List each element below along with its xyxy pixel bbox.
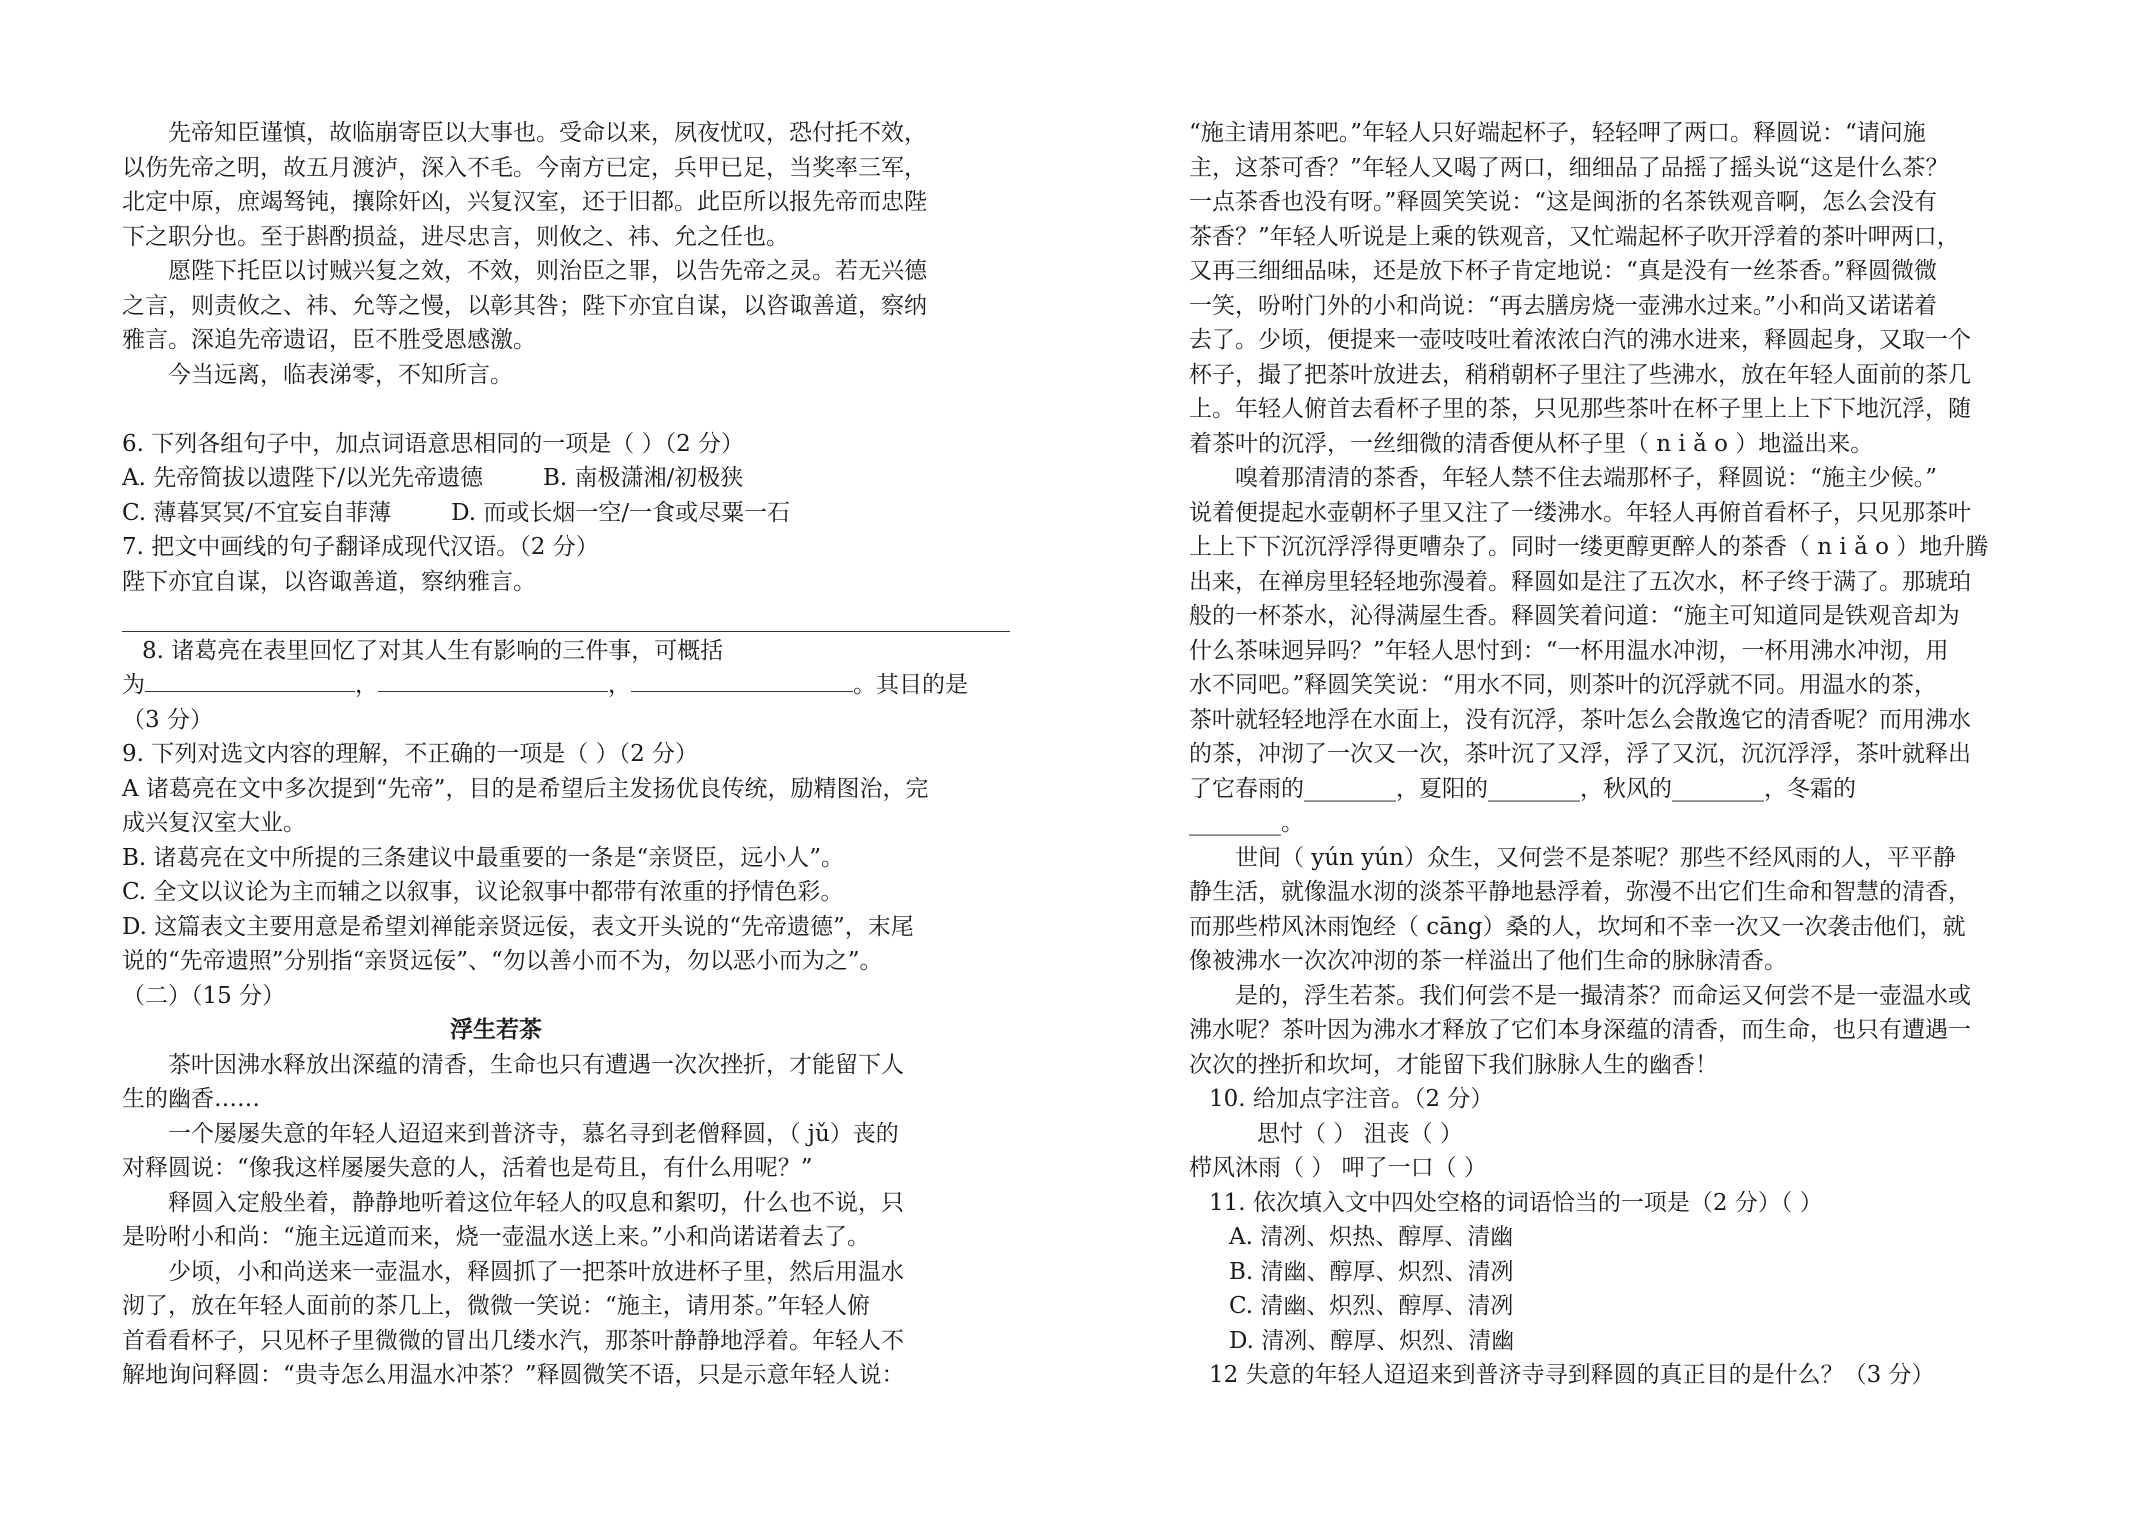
story-title: 浮生若茶 [450, 1016, 542, 1043]
story-line: 茶叶因沸水释放出深蕴的清香，生命也只有遭遇一次次挫折，才能留下人 [168, 1051, 904, 1078]
q8-prefix: 为 [122, 672, 145, 698]
question-9-option-a: A 诸葛亮在文中多次提到“先帝”，目的是希望后主发扬优良传统，励精图治，完 [122, 775, 929, 802]
spacer [122, 392, 1010, 427]
question-8: 8. 诸葛亮在表里回忆了对其人生有影响的三件事，可概括 [142, 637, 724, 664]
story-line: 说着便提起水壶朝杯子里又注了一缕沸水。年轻人再俯首看杯子，只见那茶叶 [1189, 499, 1971, 526]
passage-line: 先帝知臣谨慎，故临崩寄臣以大事也。受命以来，夙夜忧叹，恐付托不效， [168, 120, 927, 146]
story-line: 着茶叶的沉浮，一丝细微的清香便从杯子里（ n i ǎ o ）地溢出来。 [1189, 430, 1874, 457]
question-12: 12 失意的年轻人迢迢来到普济寺寻到释圆的真正目的是什么？（3 分） [1209, 1362, 1935, 1388]
story-line: 茶叶就轻轻地浮在水面上，没有沉浮，茶叶怎么会散逸它的清香呢？而用沸水 [1189, 706, 1971, 733]
question-9-option-a: 成兴复汉室大业。 [122, 810, 306, 836]
story-line: 对释圆说：“像我这样屡屡失意的人，活着也是苟且，有什么用呢？” [122, 1155, 813, 1181]
question-11-option-d: D. 清冽、醇厚、炽烈、清幽 [1229, 1327, 1515, 1354]
question-6-options-ab [122, 461, 1010, 496]
story-line: 沸水呢？茶叶因为沸水才释放了它们本身深蕴的清香，而生命，也只有遭遇一 [1189, 1017, 1971, 1043]
passage-line: 雅言。深追先帝遗诏，臣不胜受恩感激。 [122, 327, 536, 353]
passage-line: 以伤先帝之明，故五月渡泸，深入不毛。今南方已定，兵甲已足，当奖率三军， [122, 154, 927, 181]
story-line: 而那些栉风沐雨饱经（ cāng）桑的人，坎坷和不幸一次又一次袭击他们，就 [1189, 913, 1966, 940]
story-line: 世间（ yún yún）众生，又何尝不是茶呢？那些不经风雨的人，平平静 [1235, 844, 1956, 871]
passage-line: 今当远离，临表涕零，不知所言。 [168, 361, 513, 388]
story-line: 水不同吧。”释圆笑笑说：“用水不同，则茶叶的沉浮就不同。用温水的茶， [1189, 672, 1938, 698]
answer-blank[interactable] [145, 669, 355, 692]
question-9-option-d: D. 这篇表文主要用意是希望刘禅能亲贤远佞，表文开头说的“先帝遗德”，末尾 [122, 913, 914, 940]
option-a: A. 先帝简拔以遗陛下/以光先帝遗德 [122, 465, 483, 491]
story-line: 首看看杯子，只见杯子里微微的冒出几缕水汽，那茶叶静静地浮着。年轻人不 [122, 1327, 904, 1354]
q8-suffix: 。其目的是 [853, 672, 968, 698]
question-8-score: （3 分） [122, 706, 213, 733]
passage-line: 之言，则责攸之、祎、允等之慢，以彰其咎；陛下亦宜自谋，以咨诹善道，察纳 [122, 292, 927, 319]
question-9-option-c: C. 全文以议论为主而辅之以叙事，议论叙事中都带有浓重的抒情色彩。 [122, 879, 844, 905]
option-c: C. 薄暮冥冥/不宜妄自菲薄 [122, 499, 392, 526]
story-line: 的茶，冲沏了一次又一次，茶叶沉了又浮，浮了又沉，沉沉浮浮，茶叶就释出 [1189, 741, 1971, 767]
answer-line[interactable] [122, 599, 1010, 634]
story-line: 静生活，就像温水沏的淡茶平静地悬浮着，弥漫不出它们生命和智慧的清香， [1189, 879, 1971, 905]
question-9-option-d: 说的“先帝遗照”分别指“亲贤远佞”、“勿以善小而不为，勿以恶小而为之”。 [122, 948, 883, 974]
story-line: 主，这茶可香？”年轻人又喝了两口，细细品了品摇了摇头说“这是什么茶？ [1189, 154, 1949, 181]
story-line: 次次的挫折和坎坷，才能留下我们脉脉人生的幽香！ [1189, 1051, 1718, 1078]
story-line: 生的幽香…… [122, 1086, 260, 1112]
story-line: 释圆入定般坐着，静静地听着这位年轻人的叹息和絮叨，什么也不说，只 [168, 1189, 904, 1216]
question-6: 6. 下列各组句子中，加点词语意思相同的一项是（ ）（2 分） [122, 430, 745, 457]
answer-blank[interactable] [631, 669, 853, 692]
story-line: 是的，浮生若茶。我们何尝不是一撮清茶？而命运又何尝不是一壶温水或 [1235, 982, 1971, 1009]
story-line: 解地询问释圆：“贵寺怎么用温水冲茶？”释圆微笑不语，只是示意年轻人说： [122, 1362, 905, 1388]
option-b: B. 南极潇湘/初极狭 [542, 465, 744, 491]
passage-line: 下之职分也。至于斟酌损益，进尽忠言，则攸之、祎、允之任也。 [122, 223, 789, 250]
question-7-sentence: 陛下亦宜自谋，以咨诹善道，察纳雅言。 [122, 568, 536, 595]
option-d: D. 而或长烟一空/一食或尽粟一石 [451, 499, 791, 526]
story-line: 茶香？”年轻人听说是上乘的铁观音，又忙端起杯子吹开浮着的茶叶呷两口， [1189, 223, 1960, 250]
story-line: 杯子，撮了把茶叶放进去，稍稍朝杯子里注了些沸水，放在年轻人面前的茶几 [1189, 361, 1971, 388]
question-9-option-b: B. 诸葛亮在文中所提的三条建议中最重要的一条是“亲贤臣，远小人”。 [122, 844, 845, 871]
right-column [1189, 116, 2069, 1393]
story-line: 一笑，吩咐门外的小和尚说：“再去膳房烧一壶沸水过来。”小和尚又诺诺着 [1189, 292, 1938, 319]
question-11-option-b: B. 清幽、醇厚、炽烈、清冽 [1229, 1258, 1514, 1285]
story-line-blanks[interactable]: 了它春雨的________，夏阳的________，秋风的________，冬霜的 [1189, 775, 1856, 802]
passage-line: 北定中原，庶竭驽钝，攘除奸凶，兴复汉室，还于旧都。此臣所以报先帝而忠陛 [122, 189, 927, 215]
story-line: 一个屡屡失意的年轻人迢迢来到普济寺，慕名寻到老僧释圆，（ jǔ）丧的 [168, 1120, 899, 1147]
story-line: 上上下下沉沉浮浮得更嘈杂了。同时一缕更醇更醉人的茶香（ n i ǎ o ）地升腾 [1189, 534, 1989, 560]
passage-line: 愿陛下托臣以讨贼兴复之效，不效，则治臣之罪，以告先帝之灵。若无兴德 [168, 258, 927, 284]
story-line: 去了。少顷，便提来一壶吱吱吐着浓浓白汽的沸水进来，释圆起身，又取一个 [1189, 327, 1971, 353]
question-11: 11. 依次填入文中四处空格的词语恰当的一项是（2 分）（ ） [1209, 1189, 1823, 1216]
question-9: 9. 下列对选文内容的理解，不正确的一项是（ ）（2 分） [122, 741, 699, 767]
story-line: 像被沸水一次次冲沏的茶一样溢出了他们生命的脉脉清香。 [1189, 948, 1787, 974]
question-10-row: 栉风沐雨（ ） 呷了一口（ ） [1189, 1155, 1487, 1181]
question-11-option-c: C. 清幽、炽烈、醇厚、清冽 [1229, 1293, 1514, 1319]
question-7: 7. 把文中画线的句子翻译成现代汉语。（2 分） [122, 534, 599, 560]
story-line: 什么茶味迥异吗？”年轻人思忖到：“一杯用温水冲沏，一杯用沸水冲沏，用 [1189, 637, 1949, 664]
story-line: “施主请用茶吧。”年轻人只好端起杯子，轻轻呷了两口。释圆说：“请问施 [1189, 120, 1926, 146]
q8-sep: ， [355, 672, 378, 698]
section-heading: （二）（15 分） [122, 982, 286, 1009]
story-line: 沏了，放在年轻人面前的茶几上，微微一笑说：“施主，请用茶。”年轻人俯 [122, 1293, 871, 1319]
q8-sep: ， [608, 672, 631, 698]
story-line-blanks[interactable]: ________。 [1189, 810, 1304, 836]
question-11-option-a: A. 清冽、炽热、醇厚、清幽 [1229, 1224, 1514, 1250]
story-line: 般的一杯茶水，沁得满屋生香。释圆笑着问道：“施主可知道同是铁观音却为 [1189, 603, 1960, 629]
left-column [122, 116, 1010, 1393]
story-line: 一点茶香也没有呀。”释圆笑笑说：“这是闽浙的名茶铁观音啊，怎么会没有 [1189, 189, 1938, 215]
story-line: 嗅着那清清的茶香，年轻人禁不住去端那杯子，释圆说：“施主少候。” [1235, 465, 1938, 491]
story-line: 出来，在禅房里轻轻地弥漫着。释圆如是注了五次水，杯子终于满了。那琥珀 [1189, 568, 1971, 595]
question-10-row: 思忖（ ） 沮丧（ ） [1257, 1120, 1463, 1147]
story-line: 少顷，小和尚送来一壶温水，释圆抓了一把茶叶放进杯子里，然后用温水 [168, 1258, 904, 1285]
question-8-blanks [122, 668, 1010, 703]
question-6-options-cd [122, 496, 1010, 531]
answer-blank[interactable] [378, 669, 608, 692]
story-line: 又再三细细品味，还是放下杯子肯定地说：“真是没有一丝茶香。”释圆微微 [1189, 258, 1938, 284]
question-10: 10. 给加点字注音。（2 分） [1209, 1086, 1494, 1112]
story-line: 上。年轻人俯首去看杯子里的茶，只见那些茶叶在杯子里上上下下地沉浮，随 [1189, 396, 1971, 422]
story-line: 是吩咐小和尚：“施主远道而来，烧一壶温水送上来。”小和尚诺诺着去了。 [122, 1224, 871, 1250]
